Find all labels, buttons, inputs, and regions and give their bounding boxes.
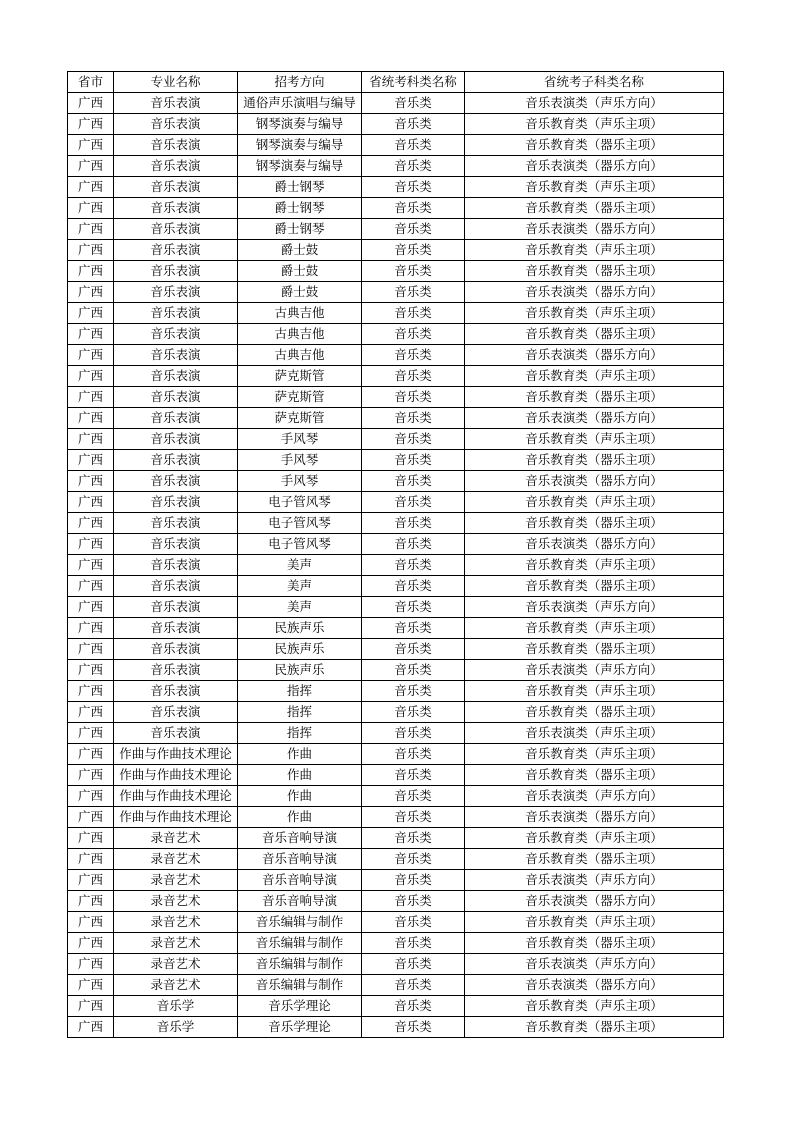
cell-category: 音乐类 (362, 135, 465, 156)
cell-direction: 音乐编辑与制作 (238, 933, 362, 954)
cell-category: 音乐类 (362, 534, 465, 555)
cell-major: 音乐表演 (114, 366, 238, 387)
cell-major: 录音艺术 (114, 912, 238, 933)
cell-major: 音乐表演 (114, 681, 238, 702)
cell-major: 音乐表演 (114, 555, 238, 576)
cell-province: 广西 (68, 513, 114, 534)
cell-direction: 手风琴 (238, 450, 362, 471)
cell-province: 广西 (68, 366, 114, 387)
table-row (68, 261, 724, 282)
cell-category: 音乐类 (362, 366, 465, 387)
cell-category: 音乐类 (362, 576, 465, 597)
cell-province: 广西 (68, 744, 114, 765)
cell-category: 音乐类 (362, 933, 465, 954)
cell-subcategory: 音乐教育类（声乐主项） (465, 828, 724, 849)
cell-province: 广西 (68, 450, 114, 471)
cell-subcategory: 音乐教育类（器乐主项） (465, 849, 724, 870)
cell-major: 作曲与作曲技术理论 (114, 786, 238, 807)
cell-subcategory: 音乐教育类（声乐主项） (465, 177, 724, 198)
cell-major: 音乐表演 (114, 219, 238, 240)
cell-province: 广西 (68, 240, 114, 261)
cell-direction: 民族声乐 (238, 639, 362, 660)
table-row (68, 387, 724, 408)
cell-direction: 古典吉他 (238, 303, 362, 324)
cell-subcategory: 音乐教育类（器乐主项） (465, 324, 724, 345)
table-row (68, 135, 724, 156)
cell-province: 广西 (68, 135, 114, 156)
cell-province: 广西 (68, 408, 114, 429)
cell-subcategory: 音乐教育类（声乐主项） (465, 429, 724, 450)
cell-province: 广西 (68, 471, 114, 492)
cell-province: 广西 (68, 303, 114, 324)
cell-category: 音乐类 (362, 996, 465, 1017)
cell-province: 广西 (68, 177, 114, 198)
cell-category: 音乐类 (362, 828, 465, 849)
cell-direction: 音乐编辑与制作 (238, 975, 362, 996)
cell-province: 广西 (68, 93, 114, 114)
cell-subcategory: 音乐教育类（声乐主项） (465, 555, 724, 576)
cell-province: 广西 (68, 996, 114, 1017)
table-header-row (68, 72, 724, 93)
table-row (68, 618, 724, 639)
cell-direction: 电子管风琴 (238, 534, 362, 555)
cell-major: 音乐表演 (114, 135, 238, 156)
cell-province: 广西 (68, 345, 114, 366)
cell-major: 音乐表演 (114, 261, 238, 282)
cell-major: 音乐表演 (114, 114, 238, 135)
cell-province: 广西 (68, 156, 114, 177)
cell-direction: 电子管风琴 (238, 513, 362, 534)
cell-direction: 萨克斯管 (238, 366, 362, 387)
cell-category: 音乐类 (362, 240, 465, 261)
table-row (68, 597, 724, 618)
cell-direction: 爵士钢琴 (238, 177, 362, 198)
cell-category: 音乐类 (362, 177, 465, 198)
cell-province: 广西 (68, 114, 114, 135)
header-category: 省统考科类名称 (362, 72, 465, 93)
cell-major: 音乐表演 (114, 282, 238, 303)
cell-major: 作曲与作曲技术理论 (114, 765, 238, 786)
table-row (68, 660, 724, 681)
table-row (68, 450, 724, 471)
table-row (68, 744, 724, 765)
table-row (68, 849, 724, 870)
cell-direction: 钢琴演奏与编导 (238, 135, 362, 156)
cell-subcategory: 音乐表演类（器乐方向） (465, 156, 724, 177)
table-row (68, 933, 724, 954)
cell-province: 广西 (68, 786, 114, 807)
cell-direction: 音乐音响导演 (238, 891, 362, 912)
cell-major: 音乐表演 (114, 513, 238, 534)
table-row (68, 723, 724, 744)
cell-major: 音乐表演 (114, 492, 238, 513)
cell-category: 音乐类 (362, 618, 465, 639)
cell-subcategory: 音乐教育类（声乐主项） (465, 492, 724, 513)
cell-direction: 作曲 (238, 765, 362, 786)
cell-subcategory: 音乐教育类（声乐主项） (465, 618, 724, 639)
cell-subcategory: 音乐教育类（声乐主项） (465, 366, 724, 387)
cell-major: 作曲与作曲技术理论 (114, 744, 238, 765)
cell-province: 广西 (68, 975, 114, 996)
cell-major: 音乐学 (114, 996, 238, 1017)
cell-province: 广西 (68, 660, 114, 681)
cell-category: 音乐类 (362, 345, 465, 366)
cell-province: 广西 (68, 555, 114, 576)
cell-subcategory: 音乐教育类（器乐主项） (465, 639, 724, 660)
table-row (68, 282, 724, 303)
cell-direction: 音乐编辑与制作 (238, 954, 362, 975)
cell-province: 广西 (68, 954, 114, 975)
cell-direction: 通俗声乐演唱与编导 (238, 93, 362, 114)
cell-direction: 作曲 (238, 786, 362, 807)
cell-subcategory: 音乐教育类（器乐主项） (465, 450, 724, 471)
cell-direction: 民族声乐 (238, 618, 362, 639)
cell-subcategory: 音乐表演类（声乐方向） (465, 597, 724, 618)
cell-subcategory: 音乐教育类（声乐主项） (465, 240, 724, 261)
table-row (68, 93, 724, 114)
table-row (68, 429, 724, 450)
cell-province: 广西 (68, 387, 114, 408)
table-row (68, 534, 724, 555)
cell-major: 录音艺术 (114, 828, 238, 849)
cell-province: 广西 (68, 891, 114, 912)
cell-major: 录音艺术 (114, 933, 238, 954)
cell-category: 音乐类 (362, 639, 465, 660)
cell-category: 音乐类 (362, 282, 465, 303)
cell-subcategory: 音乐教育类（器乐主项） (465, 765, 724, 786)
table-row (68, 156, 724, 177)
cell-direction: 音乐学理论 (238, 1017, 362, 1038)
cell-major: 音乐表演 (114, 303, 238, 324)
cell-subcategory: 音乐教育类（声乐主项） (465, 114, 724, 135)
cell-category: 音乐类 (362, 807, 465, 828)
table-body (68, 93, 724, 1038)
cell-subcategory: 音乐教育类（器乐主项） (465, 702, 724, 723)
table-row (68, 702, 724, 723)
cell-major: 音乐表演 (114, 177, 238, 198)
cell-subcategory: 音乐表演类（声乐方向） (465, 93, 724, 114)
cell-direction: 指挥 (238, 681, 362, 702)
table-row (68, 681, 724, 702)
cell-subcategory: 音乐表演类（器乐方向） (465, 891, 724, 912)
cell-category: 音乐类 (362, 450, 465, 471)
cell-category: 音乐类 (362, 261, 465, 282)
cell-category: 音乐类 (362, 198, 465, 219)
cell-subcategory: 音乐教育类（声乐主项） (465, 912, 724, 933)
cell-category: 音乐类 (362, 492, 465, 513)
cell-province: 广西 (68, 933, 114, 954)
cell-category: 音乐类 (362, 912, 465, 933)
cell-province: 广西 (68, 765, 114, 786)
table-row (68, 555, 724, 576)
cell-province: 广西 (68, 198, 114, 219)
cell-major: 音乐表演 (114, 660, 238, 681)
cell-category: 音乐类 (362, 408, 465, 429)
table-row (68, 345, 724, 366)
cell-direction: 手风琴 (238, 471, 362, 492)
cell-category: 音乐类 (362, 114, 465, 135)
cell-subcategory: 音乐表演类（声乐方向） (465, 954, 724, 975)
cell-category: 音乐类 (362, 93, 465, 114)
cell-province: 广西 (68, 723, 114, 744)
cell-direction: 手风琴 (238, 429, 362, 450)
cell-category: 音乐类 (362, 786, 465, 807)
cell-category: 音乐类 (362, 1017, 465, 1038)
cell-subcategory: 音乐表演类（声乐方向） (465, 660, 724, 681)
cell-province: 广西 (68, 282, 114, 303)
cell-major: 音乐表演 (114, 618, 238, 639)
cell-province: 广西 (68, 534, 114, 555)
cell-province: 广西 (68, 807, 114, 828)
cell-direction: 钢琴演奏与编导 (238, 156, 362, 177)
cell-major: 音乐表演 (114, 156, 238, 177)
cell-subcategory: 音乐教育类（器乐主项） (465, 1017, 724, 1038)
table-row (68, 954, 724, 975)
cell-subcategory: 音乐教育类（器乐主项） (465, 261, 724, 282)
cell-category: 音乐类 (362, 891, 465, 912)
cell-direction: 美声 (238, 576, 362, 597)
cell-major: 音乐表演 (114, 387, 238, 408)
cell-category: 音乐类 (362, 387, 465, 408)
cell-category: 音乐类 (362, 744, 465, 765)
table-row (68, 912, 724, 933)
cell-major: 音乐表演 (114, 198, 238, 219)
cell-province: 广西 (68, 828, 114, 849)
cell-subcategory: 音乐表演类（器乐方向） (465, 471, 724, 492)
cell-direction: 音乐音响导演 (238, 849, 362, 870)
cell-subcategory: 音乐表演类（器乐方向） (465, 282, 724, 303)
table-row (68, 513, 724, 534)
cell-direction: 美声 (238, 555, 362, 576)
cell-category: 音乐类 (362, 870, 465, 891)
cell-subcategory: 音乐教育类（声乐主项） (465, 996, 724, 1017)
table-row (68, 324, 724, 345)
cell-category: 音乐类 (362, 723, 465, 744)
cell-major: 录音艺术 (114, 891, 238, 912)
table-row (68, 492, 724, 513)
cell-major: 音乐学 (114, 1017, 238, 1038)
table-row (68, 576, 724, 597)
table-row (68, 828, 724, 849)
cell-subcategory: 音乐表演类（器乐方向） (465, 345, 724, 366)
cell-major: 录音艺术 (114, 849, 238, 870)
cell-province: 广西 (68, 870, 114, 891)
table-row (68, 408, 724, 429)
cell-province: 广西 (68, 492, 114, 513)
cell-subcategory: 音乐教育类（器乐主项） (465, 933, 724, 954)
cell-direction: 音乐音响导演 (238, 828, 362, 849)
cell-direction: 萨克斯管 (238, 387, 362, 408)
admissions-table (67, 71, 724, 1038)
cell-direction: 爵士鼓 (238, 240, 362, 261)
cell-major: 音乐表演 (114, 93, 238, 114)
table-row (68, 639, 724, 660)
cell-subcategory: 音乐表演类（器乐方向） (465, 219, 724, 240)
cell-subcategory: 音乐表演类（器乐方向） (465, 534, 724, 555)
cell-major: 音乐表演 (114, 639, 238, 660)
cell-major: 音乐表演 (114, 576, 238, 597)
cell-major: 作曲与作曲技术理论 (114, 807, 238, 828)
cell-category: 音乐类 (362, 555, 465, 576)
cell-subcategory: 音乐教育类（声乐主项） (465, 744, 724, 765)
cell-direction: 萨克斯管 (238, 408, 362, 429)
table-row (68, 303, 724, 324)
cell-category: 音乐类 (362, 429, 465, 450)
cell-category: 音乐类 (362, 765, 465, 786)
cell-category: 音乐类 (362, 702, 465, 723)
header-subcategory: 省统考子科类名称 (465, 72, 724, 93)
table-row (68, 219, 724, 240)
cell-category: 音乐类 (362, 849, 465, 870)
cell-major: 音乐表演 (114, 471, 238, 492)
cell-category: 音乐类 (362, 660, 465, 681)
table-row (68, 891, 724, 912)
cell-direction: 古典吉他 (238, 324, 362, 345)
cell-major: 音乐表演 (114, 702, 238, 723)
cell-category: 音乐类 (362, 513, 465, 534)
cell-direction: 指挥 (238, 702, 362, 723)
cell-subcategory: 音乐教育类（器乐主项） (465, 387, 724, 408)
cell-category: 音乐类 (362, 681, 465, 702)
cell-direction: 爵士钢琴 (238, 219, 362, 240)
header-province: 省市 (68, 72, 114, 93)
cell-direction: 钢琴演奏与编导 (238, 114, 362, 135)
table-row (68, 765, 724, 786)
cell-category: 音乐类 (362, 219, 465, 240)
table-row (68, 807, 724, 828)
cell-category: 音乐类 (362, 954, 465, 975)
table-row (68, 996, 724, 1017)
cell-major: 音乐表演 (114, 723, 238, 744)
table-row (68, 366, 724, 387)
cell-province: 广西 (68, 324, 114, 345)
cell-subcategory: 音乐教育类（器乐主项） (465, 198, 724, 219)
cell-direction: 指挥 (238, 723, 362, 744)
cell-subcategory: 音乐表演类（声乐方向） (465, 870, 724, 891)
cell-major: 录音艺术 (114, 954, 238, 975)
cell-direction: 爵士鼓 (238, 261, 362, 282)
cell-direction: 爵士鼓 (238, 282, 362, 303)
cell-direction: 音乐音响导演 (238, 870, 362, 891)
cell-major: 音乐表演 (114, 240, 238, 261)
cell-province: 广西 (68, 1017, 114, 1038)
cell-category: 音乐类 (362, 303, 465, 324)
cell-direction: 音乐编辑与制作 (238, 912, 362, 933)
table-row (68, 114, 724, 135)
cell-direction: 作曲 (238, 744, 362, 765)
cell-subcategory: 音乐教育类（声乐主项） (465, 303, 724, 324)
cell-province: 广西 (68, 597, 114, 618)
cell-province: 广西 (68, 576, 114, 597)
table-row (68, 198, 724, 219)
cell-province: 广西 (68, 219, 114, 240)
cell-major: 音乐表演 (114, 408, 238, 429)
cell-major: 音乐表演 (114, 534, 238, 555)
table-row (68, 975, 724, 996)
header-direction: 招考方向 (238, 72, 362, 93)
cell-direction: 爵士钢琴 (238, 198, 362, 219)
cell-subcategory: 音乐表演类（器乐方向） (465, 975, 724, 996)
cell-major: 音乐表演 (114, 429, 238, 450)
cell-province: 广西 (68, 912, 114, 933)
table-row (68, 870, 724, 891)
cell-direction: 作曲 (238, 807, 362, 828)
cell-province: 广西 (68, 429, 114, 450)
cell-subcategory: 音乐表演类（声乐方向） (465, 786, 724, 807)
cell-subcategory: 音乐表演类（器乐方向） (465, 408, 724, 429)
table-row (68, 240, 724, 261)
cell-subcategory: 音乐表演类（器乐方向） (465, 807, 724, 828)
cell-category: 音乐类 (362, 471, 465, 492)
cell-major: 音乐表演 (114, 324, 238, 345)
table-row (68, 786, 724, 807)
cell-subcategory: 音乐教育类（器乐主项） (465, 513, 724, 534)
cell-direction: 电子管风琴 (238, 492, 362, 513)
cell-province: 广西 (68, 261, 114, 282)
cell-major: 录音艺术 (114, 975, 238, 996)
cell-category: 音乐类 (362, 597, 465, 618)
cell-province: 广西 (68, 702, 114, 723)
cell-province: 广西 (68, 849, 114, 870)
cell-direction: 音乐学理论 (238, 996, 362, 1017)
cell-province: 广西 (68, 681, 114, 702)
table-row (68, 177, 724, 198)
header-major: 专业名称 (114, 72, 238, 93)
cell-subcategory: 音乐教育类（器乐主项） (465, 135, 724, 156)
cell-major: 录音艺术 (114, 870, 238, 891)
cell-direction: 美声 (238, 597, 362, 618)
cell-subcategory: 音乐教育类（声乐主项） (465, 681, 724, 702)
cell-major: 音乐表演 (114, 345, 238, 366)
cell-direction: 民族声乐 (238, 660, 362, 681)
cell-category: 音乐类 (362, 324, 465, 345)
cell-province: 广西 (68, 618, 114, 639)
cell-subcategory: 音乐教育类（器乐主项） (465, 576, 724, 597)
cell-direction: 古典吉他 (238, 345, 362, 366)
cell-province: 广西 (68, 639, 114, 660)
cell-category: 音乐类 (362, 156, 465, 177)
cell-subcategory: 音乐表演类（声乐主项） (465, 723, 724, 744)
cell-major: 音乐表演 (114, 450, 238, 471)
cell-major: 音乐表演 (114, 597, 238, 618)
table-row (68, 471, 724, 492)
table-row (68, 1017, 724, 1038)
cell-category: 音乐类 (362, 975, 465, 996)
